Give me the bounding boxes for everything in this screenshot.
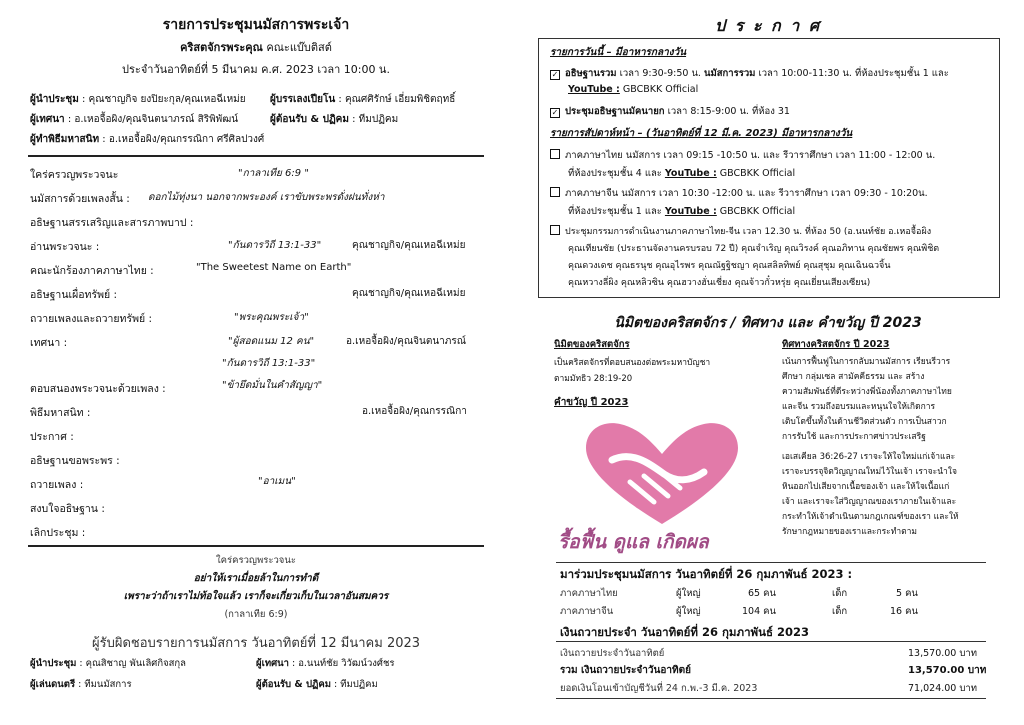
vision-title: นิมิตของคริสตจักร / ทิศทาง และ คำขวัญ ปี 2023 [614,315,922,331]
divider [556,641,986,642]
attendance-title: มาร่วมประชุมนมัสการ วันอาทิตย์ที่ 26 กุมภาพันธ์ 2023 : [560,567,853,581]
program-item: อ่านพระวจนะ : [30,241,100,253]
program-item: เทศนา : [30,337,68,349]
next-heading: รายการสัปดาห์หน้า – (วันอาทิตย์ที่ 12 มี.ค. 2023) มีอาหารกลางวัน [550,128,853,139]
divider [556,562,986,563]
today-heading: รายการวันนี้ – มีอาหารกลางวัน [550,47,687,58]
clasped-hands-heart-icon [572,420,752,530]
staff-pianist: ผู้บรรเลงเปียโน : คุณศศิรักษ์ เอี่ยมพิชิตฤทธิ์ [270,94,456,105]
staff-communion: ผู้ทำพิธีมหาสนิท : อ.เหอจื้อผิง/คุณกรรณิกา ศรีศิลปวงศ์ [30,134,265,145]
verse-line: อย่าให้เราเมื่อยล้าในการทำดี [193,573,319,584]
offering-amount: 71,024.00 บาท [908,683,977,694]
next-musician: ผู้เล่นดนตรี : ทีมนมัสการ [30,679,132,690]
program-item: สงบใจอธิษฐาน : [30,503,105,515]
program-item: ตอบสนองพระวจนะด้วยเพลง : [30,383,166,395]
next-item: ประชุมกรรมการดำเนินงานภาคภาษาไทย-จีน เวลา 12.30 น. ที่ห้อง 50 (อ.นนท์ชัย อ.เหอจื้อผิง [550,224,931,238]
checkbox-checked-icon: ✓ [551,108,559,117]
attendance-group: ภาคภาษาจีน [560,606,614,617]
checkbox-checked-icon: ✓ [551,70,559,79]
attendance-group: ภาคภาษาไทย [560,588,618,599]
next-preacher: ผู้เทศนา : อ.นนท์ชัย วิวัฒน์วงศ์ชร [256,658,395,669]
program-item: อธิษฐานสรรเสริญและสารภาพบาป : [30,217,194,229]
offering-title: เงินถวายประจำ วันอาทิตย์ที่ 26 กุมภาพันธ์ 2023 [560,625,810,639]
church-name: คริสตจักรพระคุณ คณะแบ๊บติสต์ [180,41,332,54]
verse-line: เพราะว่าถ้าเราไม่ท้อใจแล้ว เราก็จะเกี่ยวเก็บในเวลาอันสมควร [123,591,389,602]
checkbox-empty-icon [550,149,560,159]
next-item: ภาคภาษาไทย นมัสการ เวลา 09:15 -10:50 น. และ รีวาราศึกษา เวลา 11:00 - 12:00 น. [550,148,935,163]
divider [556,698,986,699]
divider [28,545,484,547]
next-leader: ผู้นำประชุม : คุณสิชาญ พันเลิศกิจสกุล [30,658,187,669]
program-item: อธิษฐานขอพระพร : [30,455,120,467]
service-datetime: ประจำวันอาทิตย์ที่ 5 มีนาคม ค.ศ. 2023 เวลา 10:00 น. [122,63,390,76]
staff-preacher: ผู้เทศนา : อ.เหอจื้อผิง/คุณจินตนาภรณ์ สิริพิพัฒน์ [30,114,239,125]
announcements-title: ป ร ะ ก า ศ [714,16,822,35]
staff-usher: ผู้ต้อนรับ & ปฏิคม : ทีมปฏิคม [270,114,399,125]
checkbox-empty-icon [550,225,560,235]
next-week-title: ผู้รับผิดชอบรายการนมัสการ วันอาทิตย์ที่ 12 มีนาคม 2023 [91,636,421,651]
vision-heading: นิมิตของคริสตจักร [554,339,630,350]
motto-logo-text: รื้อฟื้น ดูแล เกิดผล [558,531,709,553]
program-item: นมัสการด้วยเพลงสั้น : [30,193,130,205]
offering-amount: 13,570.00 บาท [908,648,977,659]
direction-heading: ทิศทางคริสตจักร ปี 2023 [782,339,890,350]
staff-leader: ผู้นำประชุม : คุณชาญกิจ ยงปิยะกุล/คุณเหอฉีเหม่ย [30,94,246,105]
motto-heading: คำขวัญ ปี 2023 [554,397,629,408]
today-item: ✓ ประชุมอธิษฐานมัคนายก เวลา 8:15-9:00 น. ที่ห้อง 31 [551,106,790,117]
program-item: คณะนักร้องภาคภาษาไทย : [30,265,154,277]
verse-heading: ใคร่ครวญพระวจนะ [216,555,296,566]
offering-label: รวม เงินถวายประจำวันอาทิตย์ [560,665,691,676]
offering-amount: 13,570.00 บาท [908,665,987,676]
next-item: ภาคภาษาจีน นมัสการ เวลา 10:30 -12:00 น. และ รีวาราศึกษา เวลา 09:30 - 10:20น. [550,186,928,201]
program-title: รายการประชุมนมัสการพระเจ้า [162,17,350,33]
program-item: ประกาศ : [30,431,74,443]
worship-program-page: รายการประชุมนมัสการพระเจ้า คริสตจักรพระคุณ คณะแบ๊บติสต์ ประจำวันอาทิตย์ที่ 5 มีนาคม ค.ศ. 2023 เวลา 10:00 น. ผู้นำประชุม : คุณชาญกิจ ยงปิยะกุล/คุณเหอฉีเหม่ย ผู้บรรเลงเปียโน : คุณศศิรักษ์ เอี่ยมพิชิตฤทธิ์ ผู้เทศนา : อ.เหอจื้อผิง/คุณจินตนาภรณ์ สิริพิพัฒน์ ผู้ต้อนรับ & ปฏิคม : ทีมปฏิคม ผู้ทำพิธีมหาสนิท : อ.เหอจื้อผิง/คุณกรรณิกา ศรีศิลปวงศ์ ใคร่ครวญพระวจนะ "กาลาเทีย 6:9 " นมัสการด้วยเพลงสั้น : ดอกไม้ทุ่งนา นอกจากพระองค์ เราขับพระพรดั่งฝนทั่งห่า อธิษฐานสรรเสริญและสารภาพบาป : อ่านพระวจนะ : "กันดารวิถี 13:1-33" คุณชาญกิจ/คุณเหอฉีเหม่ย คณะนักร้องภาคภาษาไทย : "The Sweetest Name on Earth" อธิษฐานเผื่อทรัพย์ : คุณชาญกิจ/คุณเหอฉีเหม่ย ถวายเพลงและถวายทรัพย์ : "พระคุณพระเจ้า" เทศนา : "ผู้สอดแนม 12 คน" อ.เหอจื้อผิง/คุณจินตนาภรณ์ "กันดารวิถี 13:1-33" ตอบสนองพระวจนะด้วยเพลง : "ข้ายึดมั่นในคำสัญญา" พิธีมหาสนิท : อ.เหอจื้อผิง/คุณกรรณิกา ประกาศ : อธิษฐานขอพระพร : ถวายเพลง : "อาเมน" สงบใจอธิษฐาน : เลิกประชุม : ใคร่ครวญพระวจนะ อย่าให้เราเมื่อยล้าในการทำดี เพราะว่าถ้าเราไม่ท้อใจแล้ว เราก็จะเกี่ยวเก็บในเวลาอันสมควร (กาลาเทีย 6:9) ผู้รับผิดชอบรายการนมัสการ วันอาทิตย์ที่ 12 มีนาคม 2023 ผู้นำประชุม : คุณสิชาญ พันเลิศกิจสกุล ผู้เทศนา : อ.นนท์ชัย วิวัฒน์วงศ์ชร ผู้เล่นดนตรี : ทีมนมัสการ ผู้ต้อนรับ & ปฏิคม : ทีมปฏิคม [0,0,512,725]
offering-label: ยอดเงินโอนเข้าบัญชีวันที่ 24 ก.พ.-3 มี.ค. 2023 [560,683,758,694]
program-item-sub: "กันดารวิถี 13:1-33" [222,358,316,369]
offering-label: เงินถวายประจำวันอาทิตย์ [560,648,665,659]
program-item: ถวายเพลง : [30,479,84,491]
program-item: เลิกประชุม : [30,527,86,539]
program-item: พิธีมหาสนิท : [30,407,91,419]
announcements-page: ป ร ะ ก า ศ รายการวันนี้ – มีอาหารกลางวัน ✓ อธิษฐานรวม เวลา 9:30-9:50 น. นมัสการรวม เวลา 10:00-11:30 น. ที่ห้องประชุมชั้น 1 และ YouTube : GBCBKK Official ✓ ประชุมอธิษฐานมัคนายก เวลา 8:15-9:00 น. ที่ห้อง 31 รายการสัปดาห์หน้า – (วันอาทิตย์ที่ 12 มี.ค. 2023) มีอาหารกลางวัน ภาคภาษาไทย นมัสการ เวลา 09:15 -10:50 น. และ รีวาราศึกษา เวลา 11:00 - 12:00 น. ที่ห้องประชุมชั้น 4 และ YouTube : GBCBKK Official ภาคภาษาจีน นมัสการ เวลา 10:30 -12:00 น. และ รีวาราศึกษา เวลา 09:30 - 10:20น. ที่ห้องประชุมชั้น 1 และ YouTube : GBCBKK Official ประชุมกรรมการดำเนินงานภาคภาษาไทย-จีน เวลา 12.30 น. ที่ห้อง 50 (อ.นนท์ชัย อ.เหอจื้อผิง คุณเทียนชัย (ประธานจัดงานครบรอบ 72 ปี) คุณจำเริญ คุณวิรงค์ คุณอภิทาน คุณชัยพร คุณพิชิต คุณดวงเดช คุณธรนุช คุณอุไรพร คุณณัฐฐิชญา คุณสลิลทิพย์ คุณสุชุม คุณเฉินฉวจิ้น คุณหวางลี่ผิง คุณหลิวซิน คุณฮวางฮั่นเชี่ยง คุณจ้าวกั๋วหรุ่ย คุณเยี่ยนเสียงเซียน) นิมิตของคริสตจักร / ทิศทาง และ คำขวัญ ปี 2023 นิมิตของคริสตจักร เป็นคริสตจักรที่ตอบสนองต่อพระมหาบัญชา ตามมัทธิว 28:19-20 คำขวัญ ปี 2023 รื้อฟื้น ดูแล เกิดผล ทิศทางคริสตจักร ปี 2023 เน้นการฟื้นฟูในการกลับมานมัสการ เรียนรีวาร ศึกษา กลุ่มเซล สามัคคีธรรม และ สร้าง ความสัมพันธ์ที่ดีระหว่างพี่น้องทั้งภาคภาษาไทย และจีน รวมถึงอบรมและหนุนใจให้เกิดการ เติบโตขึ้นทั้งในด้านชีวิตส่วนตัว การเป็นสาวก การรับใช้ และการประกาศข่าวประเสริฐ เอเสเคียล 36:26-27 เราจะให้ใจใหม่แก่เจ้าและ เราจะบรรจุจิตวิญญาณใหม่ไว้ในเจ้า เราจะนำใจ หินออกไปเสียจากเนื้อของเจ้า และให้ใจเนื้อแก่ เจ้า และเราจะใส่วิญญาณของเราภายในเจ้าและ กระทำให้เจ้าดำเนินตามกฎเกณฑ์ของเรา และให้ รักษากฎหมายของเราและกระทำตาม มาร่วมประชุมนมัสการ วันอาทิตย์ที่ 26 กุมภาพันธ์ 2023 : ภาคภาษาไทย ผู้ใหญ่ 65 คน เด็ก 5 คน ภาคภาษาจีน ผู้ใหญ่ 104 คน เด็ก 16 คน เงินถวายประจำ วันอาทิตย์ที่ 26 กุมภาพันธ์ 2023 เงินถวายประจำวันอาทิตย์ 13,570.00 บาท รวม เงินถวายประจำวันอาทิตย์ 13,570.00 บาท ยอดเงินโอนเข้าบัญชีวันที่ 24 ก.พ.-3 มี.ค. 2023 71,024.00 บาท [512,0,1024,725]
program-item: ถวายเพลงและถวายทรัพย์ : [30,313,153,325]
today-item: ✓ อธิษฐานรวม เวลา 9:30-9:50 น. นมัสการรวม เวลา 10:00-11:30 น. ที่ห้องประชุมชั้น 1 และ [551,68,949,79]
divider [28,155,484,157]
program-item: ใคร่ครวญพระวจนะ [30,169,119,181]
program-item: อธิษฐานเผื่อทรัพย์ : [30,289,118,301]
checkbox-empty-icon [550,187,560,197]
next-usher: ผู้ต้อนรับ & ปฏิคม : ทีมปฏิคม [256,679,378,690]
verse-ref: (กาลาเทีย 6:9) [224,609,288,620]
